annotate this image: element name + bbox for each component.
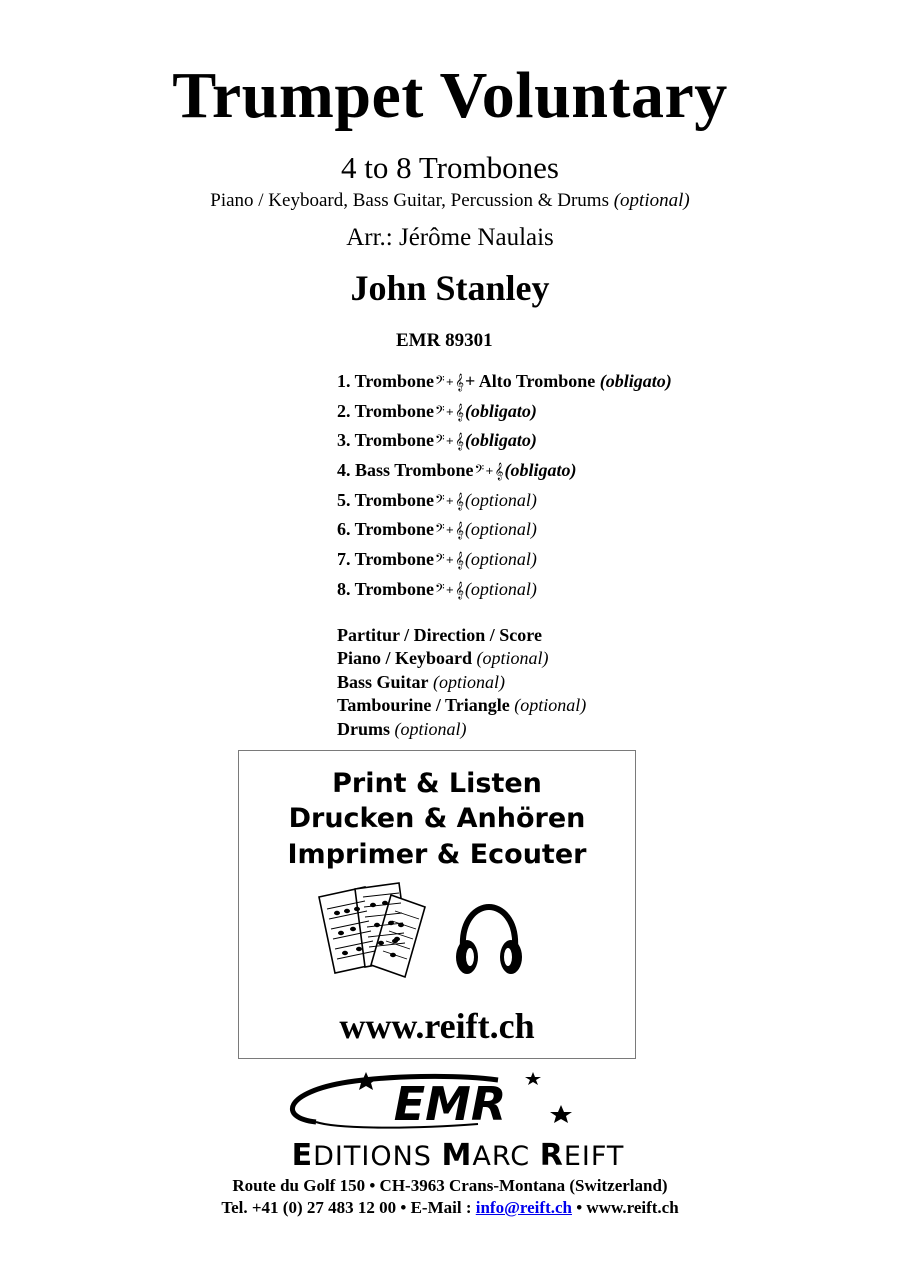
treble-clef-icon: 𝄞 [494,462,504,481]
publisher-name [238,1138,678,1173]
publisher-initial: M [441,1138,473,1173]
extra-name: Drums [337,718,390,739]
parts-list [337,368,672,606]
website-label: • www.reift.ch [576,1198,679,1217]
part-status: (obligato) [464,430,537,451]
arranger: Arr.: Jérôme Naulais [346,224,554,251]
extra-row [337,671,586,694]
contact-line [0,1198,900,1218]
extra-row [337,694,586,717]
composer: John Stanley [350,268,550,308]
bass-clef-icon: 𝄢 [435,432,445,451]
clef-icons [435,492,464,510]
part-row [337,516,672,546]
extra-note: (optional) [394,718,467,739]
extras-list [337,624,586,741]
treble-clef-icon: 𝄞 [455,551,464,570]
logo-text: EMR [393,1077,507,1131]
headphones-icon [453,901,525,981]
bass-clef-icon: 𝄢 [435,373,445,391]
instrumentation-main: Piano / Keyboard, Bass Guitar, Percussion & Drums [210,190,609,211]
part-name: 5. Trombone [337,489,435,510]
clef-icons [435,551,464,569]
plus-sign: + [445,584,455,596]
part-name: 1. Trombone [337,371,435,391]
bass-clef-icon: 𝄢 [435,521,445,540]
treble-clef-icon: 𝄞 [455,521,464,540]
publisher-initial: R [539,1138,564,1173]
part-name: 3. Trombone [337,430,435,451]
clef-icons [435,521,464,539]
clef-icons [435,432,464,450]
catalog-number: EMR 89301 [396,330,493,351]
part-row [337,427,672,457]
address: Route du Golf 150 • CH-3963 Crans-Montana (Switzerland) [232,1176,668,1195]
extra-name: Piano / Keyboard [337,648,473,669]
publisher-word: DITIONS [313,1141,432,1172]
part-name: 2. Trombone [337,400,435,421]
part-status: (obligato) [464,400,537,421]
part-row [337,487,672,517]
publisher-initial: E [291,1138,314,1173]
subtitle: 4 to 8 Trombones [341,150,559,185]
extra-note: (optional) [433,671,506,692]
treble-clef-icon: 𝄞 [455,491,464,510]
clef-icons [435,373,464,391]
publisher-word: EIFT [563,1141,625,1172]
extra-row [337,624,586,647]
instrumentation-note: (optional) [613,190,690,211]
extra-note: (optional) [476,648,549,669]
bass-clef-icon: 𝄢 [474,462,485,481]
promo-line: Print & Listen [332,768,542,799]
phone-label: Tel. +41 (0) 27 483 12 00 • E-Mail : [221,1198,472,1217]
part-status: (optional) [464,578,537,599]
part-row [337,368,672,398]
part-row [337,576,672,606]
treble-clef-icon: 𝄞 [455,432,464,451]
plus-sign: + [445,525,455,537]
treble-clef-icon: 𝄞 [455,580,464,599]
part-name: 8. Trombone [337,578,435,599]
bass-clef-icon: 𝄢 [435,551,445,570]
plus-sign: + [445,406,455,418]
part-status: (obligato) [599,371,672,391]
extra-name: Partitur / Direction / Score [337,625,542,645]
plus-sign: + [445,495,455,507]
part-status: (obligato) [504,460,577,481]
part-extra: + Alto Trombone [464,371,596,391]
clef-icons [475,462,504,480]
bass-clef-icon: 𝄢 [435,402,445,421]
clef-icons [435,403,464,421]
bass-clef-icon: 𝄢 [435,491,445,510]
plus-sign: + [485,466,494,478]
print-listen-box [238,750,636,1059]
publisher-word: ARC [472,1141,531,1172]
part-name: 4. Bass Trombone [337,460,474,481]
plus-sign: + [445,436,455,448]
promo-line: Drucken & Anhören [288,803,586,834]
bass-clef-icon: 𝄢 [435,580,445,599]
email-link[interactable]: info@reift.ch [475,1198,572,1217]
plus-sign: + [445,555,455,567]
part-row [337,457,672,487]
part-status: (optional) [464,489,537,510]
treble-clef-icon: 𝄞 [455,402,464,421]
emr-logo [238,1070,678,1136]
part-name: 7. Trombone [337,549,435,570]
plus-sign: + [445,377,455,388]
instrumentation-line [0,190,900,212]
treble-clef-icon: 𝄞 [455,373,464,391]
page-title: Trumpet Voluntary [172,59,728,132]
sheet-music-icon [315,879,441,979]
part-row [337,398,672,428]
extra-note: (optional) [514,695,587,716]
promo-url[interactable]: www.reift.ch [339,1006,535,1046]
promo-line: Imprimer & Ecouter [287,839,587,870]
clef-icons [435,581,464,599]
extra-row [337,718,586,741]
part-status: (optional) [464,519,537,540]
part-row [337,546,672,576]
part-name: 6. Trombone [337,519,435,540]
part-status: (optional) [464,549,537,570]
extra-row [337,647,586,670]
extra-name: Bass Guitar [337,671,429,692]
extra-name: Tambourine / Triangle [337,695,510,716]
